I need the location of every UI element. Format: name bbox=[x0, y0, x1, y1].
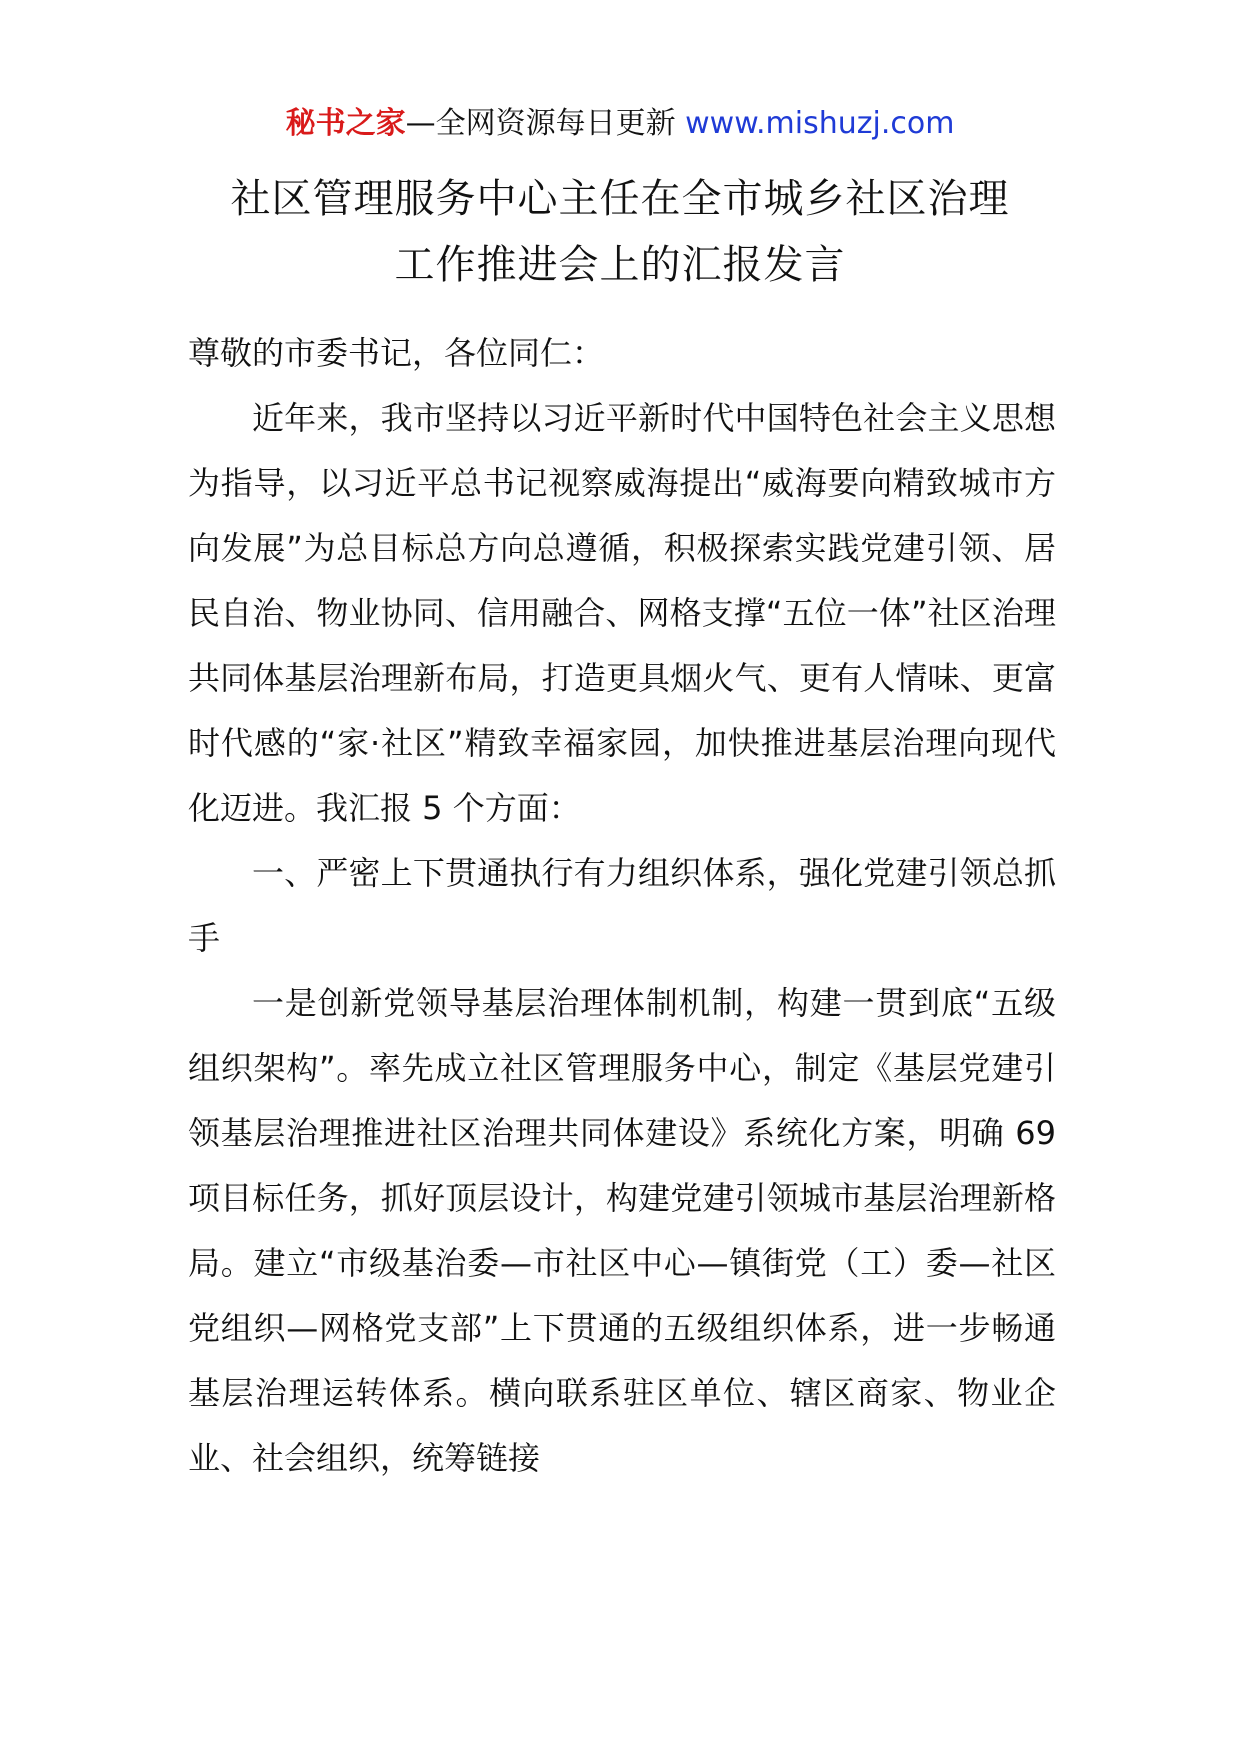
document-body bbox=[188, 321, 1056, 1491]
section-1-paragraph-1: 一是创新党领导基层治理体制机制，构建一贯到底“五级组织架构”。率先成立社区管理服务中心，制定《基层党建引领基层治理推进社区治理共同体建设》系统化方案，明确 69 项目标任务，抓好顶层设计，构建党建引领城市基层治理新格局。建立“市级基治委—市社区中心—镇街党（工）委—社区党组织—网格党支部”上下贯通的五级组织体系，进一步畅通基层治理运转体系。横向联系驻区单位、辖区商家、物业企业、社会组织，统筹链接 bbox=[188, 984, 1056, 1477]
document-title bbox=[0, 166, 1240, 298]
title-line-1: 社区管理服务中心主任在全市城乡社区治理 bbox=[230, 176, 1010, 222]
site-header bbox=[0, 104, 1240, 144]
intro-paragraph: 近年来，我市坚持以习近平新时代中国特色社会主义思想为指导，以习近平总书记视察威海提出“威海要向精致城市方向发展”为总目标总方向总遵循，积极探索实践党建引领、居民自治、物业协同、信用融合、网格支撑“五位一体”社区治理共同体基层治理新布局，打造更具烟火气、更有人情味、更富时代感的“家·社区”精致幸福家园，加快推进基层治理向现代化迈进。我汇报 5 个方面： bbox=[188, 399, 1056, 827]
brand-name: 秘书之家 bbox=[285, 106, 406, 141]
header-slogan: —全网资源每日更新 bbox=[405, 106, 686, 141]
section-1-heading: 一、严密上下贯通执行有力组织体系，强化党建引领总抓手 bbox=[188, 854, 1056, 957]
title-line-2: 工作推进会上的汇报发言 bbox=[394, 242, 846, 288]
site-url-link[interactable]: www.mishuzj.com bbox=[685, 106, 955, 141]
salutation: 尊敬的市委书记，各位同仁： bbox=[188, 334, 605, 372]
